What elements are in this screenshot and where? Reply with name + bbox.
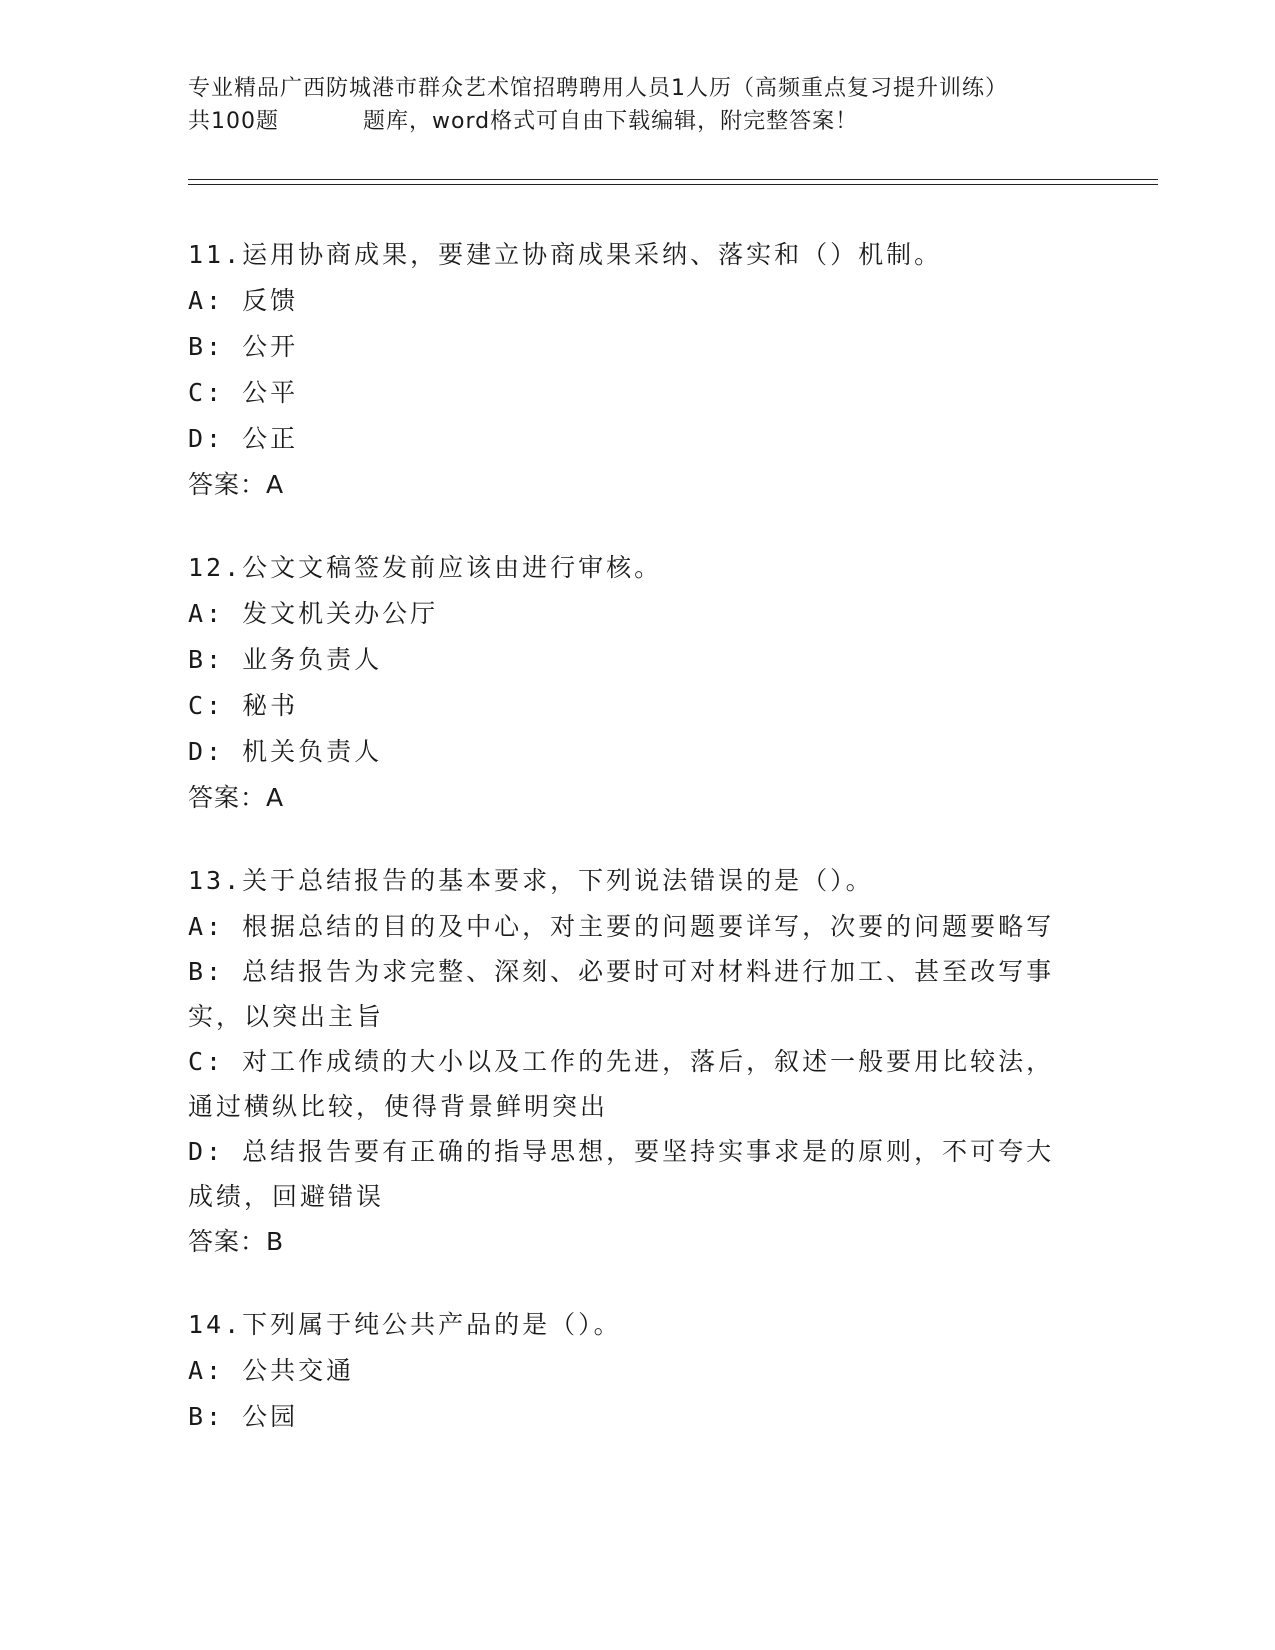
option-c: C: 对工作成绩的大小以及工作的先进，落后，叙述一般要用比较法，通过横纵比较，使得背景鲜明突出 (188, 1047, 1055, 1121)
question-11 (188, 232, 1078, 508)
question-14 (188, 1302, 1078, 1440)
answer: 答案：A (188, 783, 285, 812)
answer: 答案：A (188, 470, 285, 499)
question-13 (188, 858, 1078, 1265)
question-stem: 11.运用协商成果，要建立协商成果采纳、落实和（）机制。 (188, 240, 943, 269)
option-a: A: 反馈 (188, 286, 299, 315)
option-b: B: 总结报告为求完整、深刻、必要时可对材料进行加工、甚至改写事实，以突出主旨 (188, 957, 1055, 1031)
option-b: B: 公园 (188, 1402, 299, 1431)
header-divider-bottom (188, 184, 1158, 185)
question-count: 共100题 (188, 109, 279, 134)
header-title-line2 (188, 105, 1088, 138)
header-title-line1: 专业精品广西防城港市群众艺术馆招聘聘用人员1人历（高频重点复习提升训练） (188, 76, 1008, 101)
option-a: A: 发文机关办公厅 (188, 599, 439, 628)
question-stem: 12.公文文稿签发前应该由进行审核。 (188, 553, 663, 582)
option-a: A: 根据总结的目的及中心，对主要的问题要详写，次要的问题要略写 (188, 912, 1055, 941)
option-d: D: 公正 (188, 424, 299, 453)
document-header (188, 72, 1088, 138)
option-b: B: 业务负责人 (188, 645, 383, 674)
option-a: A: 公共交通 (188, 1356, 355, 1385)
question-list (188, 232, 1078, 1477)
option-c: C: 秘书 (188, 691, 299, 720)
question-stem: 13.关于总结报告的基本要求，下列说法错误的是（）。 (188, 866, 874, 895)
header-subtitle: 题库，word格式可自由下载编辑，附完整答案！ (363, 109, 859, 134)
option-d: D: 机关负责人 (188, 737, 383, 766)
option-d: D: 总结报告要有正确的指导思想，要坚持实事求是的原则，不可夸大成绩，回避错误 (188, 1137, 1055, 1211)
header-divider-top (188, 179, 1158, 180)
question-12 (188, 545, 1078, 821)
option-c: C: 公平 (188, 378, 299, 407)
question-stem: 14.下列属于纯公共产品的是（）。 (188, 1310, 622, 1339)
option-b: B: 公开 (188, 332, 299, 361)
answer: 答案：B (188, 1227, 285, 1256)
